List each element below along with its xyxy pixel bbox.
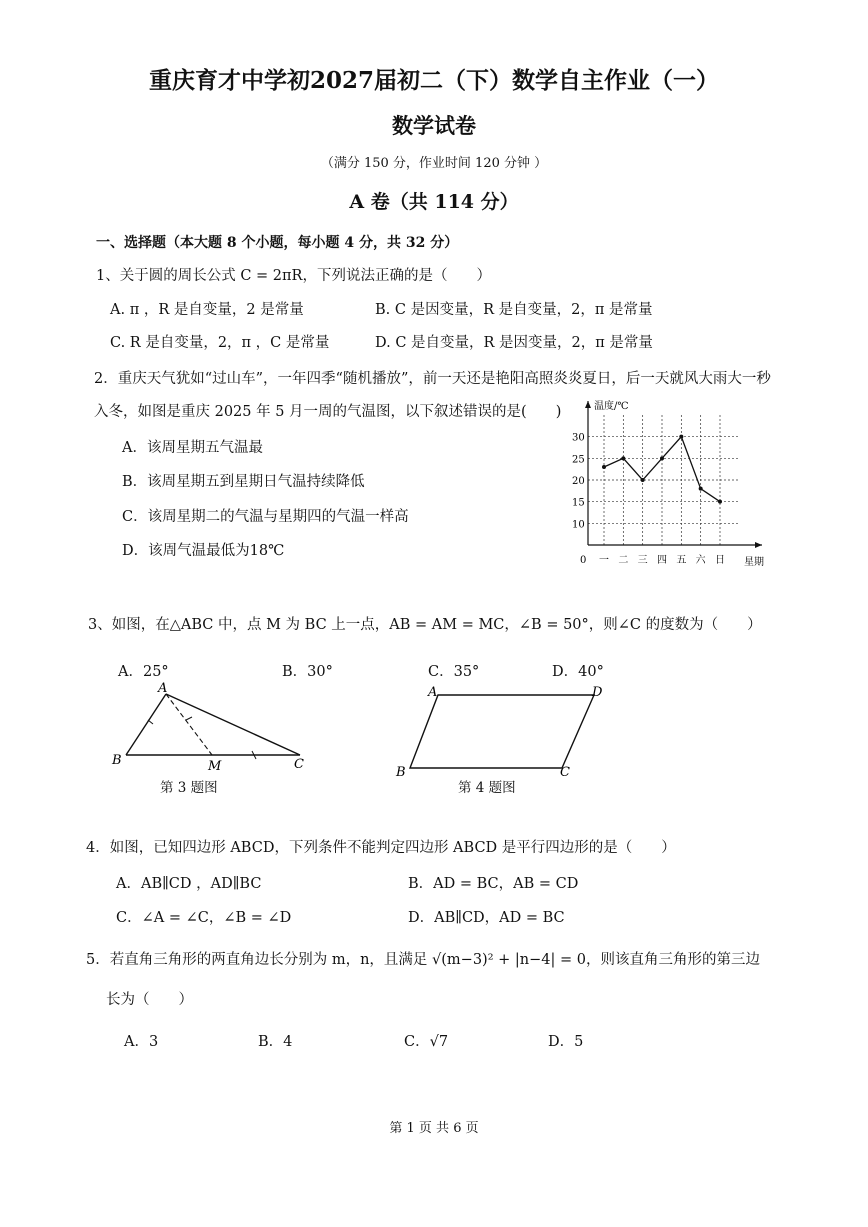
q5-option-b: B．4	[258, 1034, 293, 1050]
chart-x-tick-label: 日	[715, 555, 725, 566]
q4-option-d: D．AB∥CD，AD = BC	[408, 910, 565, 926]
q1-option-c: C. R 是自变量，2，π ，C 是常量	[110, 335, 330, 351]
chart-y-axis-label: 温度/℃	[594, 401, 629, 412]
q3-stem: 3、如图，在△ABC 中，点 M 为 BC 上一点，AB = AM = MC，∠B = 50°，则∠C 的度数为（ ）	[88, 617, 762, 633]
chart-data-point	[621, 456, 625, 460]
q4-option-c: C．∠A = ∠C，∠B = ∠D	[116, 910, 292, 926]
chart-data-point	[699, 487, 703, 491]
exam-title: 重庆育才中学初2027届初二（下）数学自主作业（一）	[148, 67, 719, 94]
triangle-figure	[108, 680, 313, 775]
triangle-label-c: C	[294, 757, 304, 772]
q2-stem-line2: 入冬，如图是重庆 2025 年 5 月一周的气温图，以下叙述错误的是( )	[94, 404, 562, 420]
q2-option-b: B．该周星期五到星期日气温持续降低	[122, 474, 365, 490]
q5-option-d: D．5	[548, 1034, 584, 1050]
parallelogram-label-b: B	[396, 765, 406, 780]
q2-option-a: A．该周星期五气温最	[122, 440, 263, 456]
triangle-label-b: B	[112, 753, 122, 768]
q1-option-b: B. C 是因变量，R 是自变量，2，π 是常量	[375, 302, 653, 318]
q4-option-a: A．AB∥CD ，AD∥BC	[116, 876, 262, 892]
fig4-caption: 第 4 题图	[458, 780, 516, 796]
chart-data-point	[679, 435, 683, 439]
parallelogram-figure	[392, 682, 612, 780]
exam-info: （满分 150 分，作业时间 120 分钟 ）	[320, 156, 548, 171]
q3-option-b: B．30°	[282, 664, 333, 680]
q2-stem-line1: 2．重庆天气犹如“过山车”，一年四季“随机播放”，前一天还是艳阳高照炎炎夏日，后一天就风大雨大一秒	[94, 371, 771, 387]
q2-option-c: C．该周星期二的气温与星期四的气温一样高	[122, 509, 409, 525]
paper-a-heading: A 卷（共 114 分）	[349, 191, 519, 213]
q4-stem: 4．如图，已知四边形 ABCD，下列条件不能判定四边形 ABCD 是平行四边形的是（ ）	[86, 840, 676, 856]
triangle-label-m: M	[208, 759, 222, 774]
q5-stem-line2: 长为（ ）	[106, 992, 193, 1008]
chart-x-tick-label: 二	[618, 555, 629, 566]
chart-x-tick-label: 四	[657, 555, 667, 566]
parallelogram-label-a: A	[428, 685, 438, 700]
chart-y-tick-label: 10	[572, 519, 585, 531]
temperature-chart	[570, 395, 780, 575]
q1-option-d: D. C 是自变量，R 是因变量，2，π 是常量	[375, 335, 653, 351]
chart-data-point	[718, 500, 722, 504]
chart-y-tick-label: 25	[572, 454, 585, 466]
q5-option-c: C．√7	[404, 1034, 449, 1050]
chart-x-tick-label: 五	[676, 555, 687, 566]
parallelogram-label-d: D	[592, 685, 603, 700]
exam-subtitle: 数学试卷	[392, 113, 476, 138]
chart-x-axis-arrow	[755, 542, 762, 548]
chart-origin-label: 0	[580, 555, 587, 566]
q1-option-a: A. π ，R 是自变量，2 是常量	[110, 302, 304, 318]
chart-data-point	[641, 478, 645, 482]
q3-option-c: C．35°	[428, 664, 480, 680]
triangle-label-a: A	[158, 681, 168, 696]
chart-x-tick-label: 六	[695, 555, 706, 566]
chart-data-point	[660, 456, 664, 460]
q4-option-b: B．AD = BC，AB = CD	[408, 876, 579, 892]
q5-stem: 5．若直角三角形的两直角边长分别为 m，n，且满足 √(m−3)² + |n−4| = 0，则该直角三角形的第三边	[86, 952, 760, 968]
parallelogram-label-c: C	[560, 765, 570, 780]
fig3-caption: 第 3 题图	[160, 780, 218, 796]
chart-y-tick-label: 15	[572, 497, 585, 509]
chart-y-tick-label: 30	[572, 432, 585, 444]
chart-data-point	[602, 465, 606, 469]
section-heading: 一、选择题（本大题 8 个小题，每小题 4 分，共 32 分）	[96, 235, 459, 251]
q1-stem: 1、关于圆的周长公式 C = 2πR，下列说法正确的是（ ）	[96, 268, 491, 284]
chart-x-axis-label: 星期	[744, 557, 764, 568]
q3-option-a: A．25°	[118, 664, 169, 680]
chart-y-tick-label: 20	[572, 476, 585, 487]
chart-x-tick-label: 一	[599, 555, 609, 566]
q2-option-d: D．该周气温最低为18℃	[122, 543, 285, 559]
q3-option-d: D．40°	[552, 664, 604, 680]
chart-x-tick-label: 三	[637, 555, 648, 566]
q5-option-a: A．3	[124, 1034, 159, 1050]
page-footer: 第 1 页 共 6 页	[389, 1121, 479, 1136]
chart-y-axis-arrow	[585, 401, 591, 408]
